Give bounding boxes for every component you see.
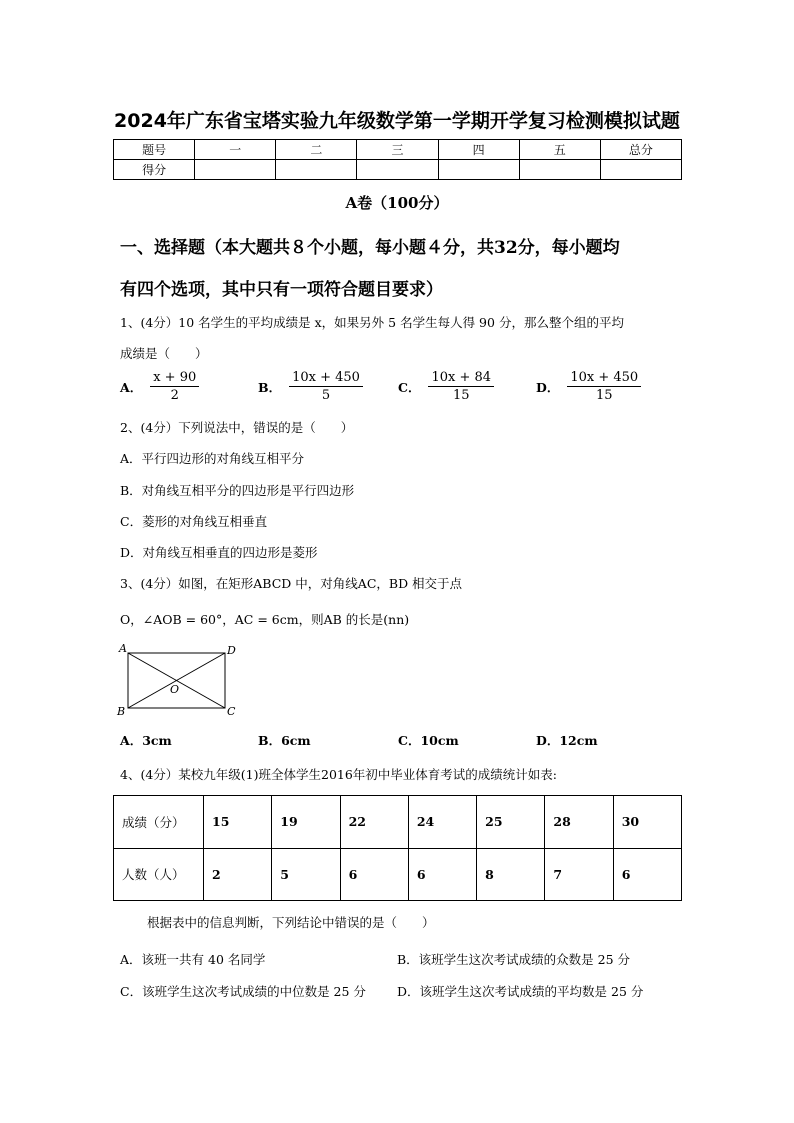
- section-label: A卷（100分）: [345, 194, 449, 212]
- option-label: A．: [120, 379, 143, 395]
- exam-title: 2024年广东省宝塔实验九年级数学第一学期开学复习检测模拟试题: [114, 110, 680, 132]
- grades-cell: 30: [613, 796, 681, 849]
- fraction-numerator: 10x + 450: [289, 370, 363, 387]
- grades-row-label: 成绩（分）: [114, 796, 204, 849]
- q2-stem: 2、(4分）下列说法中，错误的是（ ）: [120, 420, 354, 435]
- q4-option-c: C．该班学生这次考试成绩的中位数是 25 分: [120, 984, 366, 999]
- vertex-label-d: D: [227, 644, 236, 657]
- grades-cell: 25: [477, 796, 545, 849]
- score-cell: [600, 160, 681, 180]
- score-cell: [519, 160, 600, 180]
- score-header-cell: 一: [195, 140, 276, 160]
- grades-cell: 6: [613, 848, 681, 901]
- vertex-label-b: B: [117, 705, 126, 718]
- q1-option-c: [398, 370, 494, 403]
- part-heading-line2: 有四个选项，其中只有一项符合题目要求）: [120, 280, 443, 300]
- fraction-denominator: 15: [595, 388, 613, 403]
- q3-option-d: D．12cm: [536, 733, 598, 748]
- fraction-denominator: 15: [452, 388, 470, 403]
- vertex-label-a: A: [119, 642, 127, 655]
- score-header-cell: 五: [519, 140, 600, 160]
- q3-option-a: A．3cm: [120, 733, 172, 748]
- q4-option-d: D．该班学生这次考试成绩的平均数是 25 分: [397, 984, 644, 999]
- q1-option-d: [536, 370, 641, 403]
- q3-stem-line2: O，∠AOB = 60°，AC = 6cm，则AB 的长是(nn): [120, 612, 410, 627]
- score-header-cell: 题号: [114, 140, 195, 160]
- q4-prompt: 根据表中的信息判断，下列结论中错误的是（ ）: [147, 915, 435, 930]
- grades-row-count: [114, 848, 682, 901]
- grades-cell: 24: [408, 796, 476, 849]
- score-header-cell: 三: [357, 140, 438, 160]
- score-header-cell: 二: [276, 140, 357, 160]
- score-cell: [357, 160, 438, 180]
- q1-stem-line1: 1、(4分）10 名学生的平均成绩是 x，如果另外 5 名学生每人得 90 分，那么整个组的平均: [120, 315, 624, 330]
- center-label-o: O: [170, 683, 180, 696]
- grades-cell: 28: [545, 796, 613, 849]
- vertex-label-c: C: [227, 705, 236, 718]
- q4-stem: 4、(4分）某校九年级(1)班全体学生2016年初中毕业体育考试的成绩统计如表:: [120, 767, 558, 782]
- option-label: C．: [398, 379, 421, 395]
- part-heading-line1: 一、选择题（本大题共８个小题，每小题４分，共32分，每小题均: [120, 238, 620, 258]
- q1-option-a: [120, 370, 199, 403]
- grades-cell: 2: [204, 848, 272, 901]
- fraction-numerator: 10x + 450: [567, 370, 641, 387]
- fraction-numerator: 10x + 84: [428, 370, 494, 387]
- q2-option-a: A．平行四边形的对角线互相平分: [120, 451, 305, 466]
- option-label: D．: [536, 379, 560, 395]
- q2-option-b: B．对角线互相平分的四边形是平行四边形: [120, 483, 355, 498]
- q4-option-a: A．该班一共有 40 名同学: [120, 952, 266, 967]
- grades-table: [113, 795, 682, 901]
- q2-option-d: D．对角线互相垂直的四边形是菱形: [120, 545, 318, 560]
- q1-stem-line2: 成绩是（ ）: [120, 346, 208, 361]
- grades-cell: 22: [340, 796, 408, 849]
- grades-row-score: [114, 796, 682, 849]
- fraction-denominator: 2: [170, 388, 179, 403]
- q2-option-c: C．菱形的对角线互相垂直: [120, 514, 268, 529]
- score-table-header-row: [114, 140, 682, 160]
- score-cell: [438, 160, 519, 180]
- grades-cell: 6: [408, 848, 476, 901]
- grades-cell: 5: [272, 848, 340, 901]
- q3-option-c: C．10cm: [398, 733, 459, 748]
- option-label: B．: [258, 379, 282, 395]
- score-cell: [276, 160, 357, 180]
- score-cell: [195, 160, 276, 180]
- score-row-label: 得分: [114, 160, 195, 180]
- fraction-denominator: 5: [321, 388, 331, 403]
- q3-stem-line1: 3、(4分）如图，在矩形ABCD 中，对角线AC，BD 相交于点: [120, 576, 463, 591]
- grades-cell: 15: [204, 796, 272, 849]
- grades-cell: 19: [272, 796, 340, 849]
- score-table-score-row: [114, 160, 682, 180]
- grades-cell: 6: [340, 848, 408, 901]
- q1-option-b: [258, 370, 363, 403]
- grades-cell: 8: [477, 848, 545, 901]
- grades-cell: 7: [545, 848, 613, 901]
- q3-option-b: B．6cm: [258, 733, 311, 748]
- rectangle-figure: [116, 642, 242, 718]
- grades-row-label: 人数（人）: [114, 848, 204, 901]
- score-header-cell: 总分: [600, 140, 681, 160]
- score-table: [113, 139, 682, 180]
- q4-option-b: B．该班学生这次考试成绩的众数是 25 分: [397, 952, 631, 967]
- fraction-numerator: x + 90: [150, 370, 199, 387]
- score-header-cell: 四: [438, 140, 519, 160]
